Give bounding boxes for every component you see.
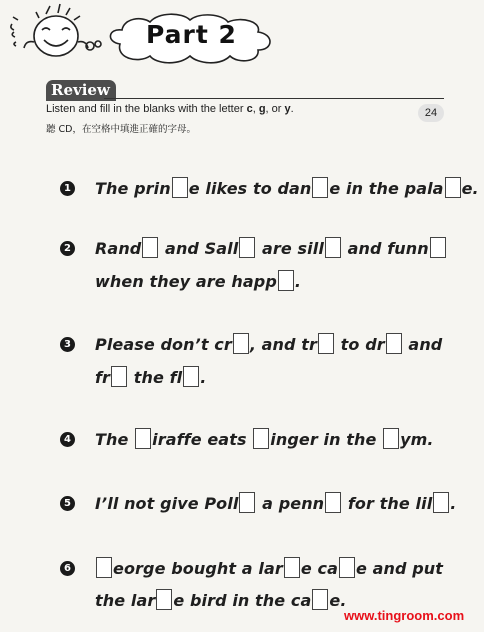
question-number: 4 <box>60 432 75 447</box>
separator: , <box>252 103 259 115</box>
text-segment: to dr <box>335 335 385 354</box>
answer-blank[interactable] <box>156 589 172 610</box>
answer-blank[interactable] <box>253 428 269 449</box>
text-segment: The prin <box>95 179 171 198</box>
separator: . <box>290 103 294 115</box>
review-tag: Review <box>46 80 116 101</box>
text-segment: e in the pala <box>329 179 444 198</box>
smiling-sun-mascot-icon <box>6 2 102 66</box>
text-segment: and <box>402 335 443 354</box>
text-segment: a penn <box>256 494 325 513</box>
text-segment: . <box>450 494 457 513</box>
page-title: Part 2 <box>146 20 237 49</box>
answer-blank[interactable] <box>142 237 158 258</box>
answer-blank[interactable] <box>433 492 449 513</box>
text-segment: for the lil <box>342 494 433 513</box>
separator: , or <box>265 103 285 115</box>
text-segment: , and tr <box>249 335 318 354</box>
question-number: 2 <box>60 241 75 256</box>
answer-blank[interactable] <box>239 237 255 258</box>
text-segment: e ca <box>300 559 338 578</box>
question-line <box>95 557 443 578</box>
answer-blank[interactable] <box>96 557 112 578</box>
text-segment: . <box>200 368 207 387</box>
text-segment: e bird in the ca <box>173 591 312 610</box>
answer-blank[interactable] <box>383 428 399 449</box>
text-segment: and funn <box>341 239 429 258</box>
answer-blank[interactable] <box>284 557 300 578</box>
question-line <box>95 333 442 354</box>
answer-blank[interactable] <box>111 366 127 387</box>
text-segment: The <box>95 430 135 449</box>
letter-c: c <box>246 103 253 115</box>
page-number: 24 <box>418 104 444 122</box>
question-line <box>95 428 434 449</box>
text-segment: I’ll not give Poll <box>95 494 239 513</box>
text-segment: fr <box>95 368 111 387</box>
review-section-header <box>46 80 444 101</box>
letter-y: y <box>284 103 291 115</box>
text-segment: when they are happ <box>95 272 277 291</box>
answer-blank[interactable] <box>183 366 199 387</box>
answer-blank[interactable] <box>339 557 355 578</box>
answer-blank[interactable] <box>172 177 188 198</box>
question-line <box>95 237 447 258</box>
text-segment: the fl <box>128 368 183 387</box>
text-segment: e. <box>461 179 479 198</box>
text-segment: . <box>294 272 302 291</box>
text-segment: e likes to dan <box>188 179 312 198</box>
answer-blank[interactable] <box>233 333 249 354</box>
instructions-english <box>46 103 294 115</box>
answer-blank[interactable] <box>445 177 461 198</box>
question-line <box>95 589 347 610</box>
text-segment: Please don’t cr <box>95 335 232 354</box>
text-segment: eorge bought a lar <box>113 559 283 578</box>
footer-link[interactable]: www.tingroom.com <box>344 608 465 623</box>
instructions-text: Listen and fill in the blanks with the letter <box>46 103 247 115</box>
text-segment: the lar <box>95 591 156 610</box>
answer-blank[interactable] <box>430 237 446 258</box>
answer-blank[interactable] <box>135 428 151 449</box>
text-segment: inger in the <box>270 430 383 449</box>
question-number: 1 <box>60 181 75 196</box>
text-segment: iraffe eats <box>152 430 253 449</box>
text-segment: e and put <box>355 559 443 578</box>
letter-g: g <box>258 103 266 115</box>
text-segment: e. <box>329 591 347 610</box>
question-number: 5 <box>60 496 75 511</box>
text-segment: are sill <box>256 239 324 258</box>
question-number: 3 <box>60 337 75 352</box>
question-number: 6 <box>60 561 75 576</box>
question-line <box>95 177 479 198</box>
text-segment: ym. <box>400 430 434 449</box>
answer-blank[interactable] <box>325 237 341 258</box>
text-segment: Rand <box>95 239 142 258</box>
answer-blank[interactable] <box>325 492 341 513</box>
divider <box>104 98 444 99</box>
answer-blank[interactable] <box>239 492 255 513</box>
question-line <box>95 492 456 513</box>
instructions-chinese: 聽 CD，在空格中填進正確的字母。 <box>46 124 196 135</box>
question-line <box>95 366 206 387</box>
answer-blank[interactable] <box>386 333 402 354</box>
answer-blank[interactable] <box>318 333 334 354</box>
text-segment: and Sall <box>159 239 239 258</box>
answer-blank[interactable] <box>312 589 328 610</box>
answer-blank[interactable] <box>312 177 328 198</box>
answer-blank[interactable] <box>278 270 294 291</box>
question-line <box>95 270 301 291</box>
page-header <box>0 0 484 75</box>
